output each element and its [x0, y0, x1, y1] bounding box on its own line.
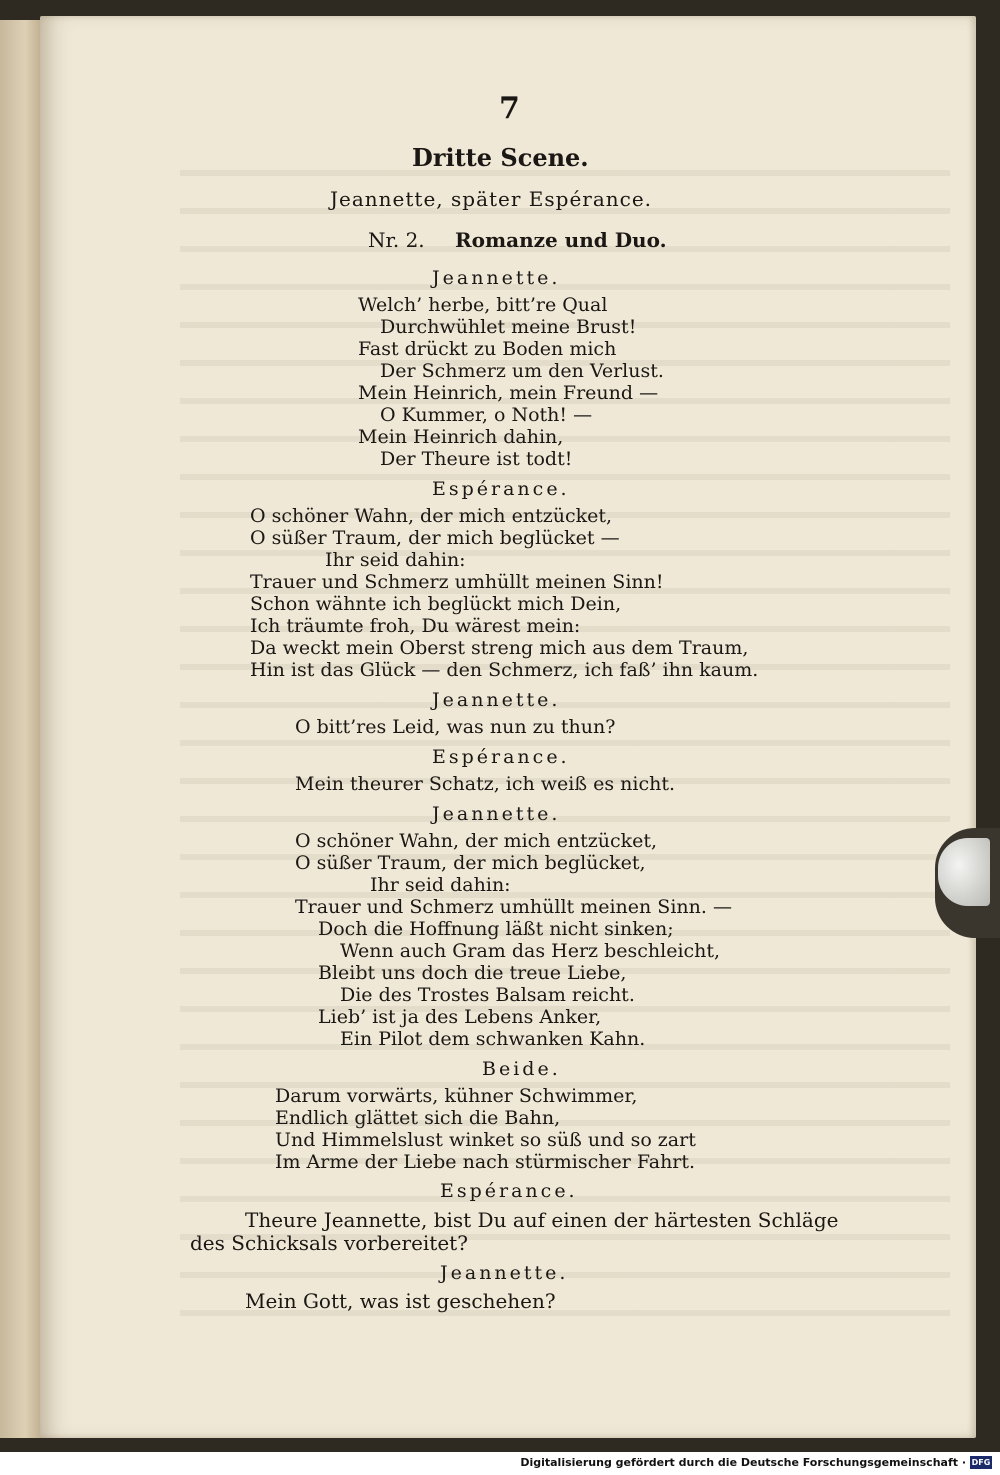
verse-line: Lieb’ ist ja des Lebens Anker, [318, 1006, 602, 1028]
verse-line: Trauer und Schmerz umhüllt meinen Sinn! [250, 571, 664, 593]
verse-line: Bleibt uns doch die treue Liebe, [318, 962, 627, 984]
speaker-label: Espérance. [432, 478, 570, 500]
verse-line: O bitt’res Leid, was nun zu thun? [295, 716, 616, 738]
verse-line: Darum vorwärts, kühner Schwimmer, [275, 1085, 638, 1107]
speaker-label: Espérance. [440, 1180, 578, 1202]
verse-line: Der Schmerz um den Verlust. [380, 360, 664, 382]
verse-line: Welch’ herbe, bitt’re Qual [358, 294, 608, 316]
verse-line: Die des Trostes Balsam reicht. [340, 984, 635, 1006]
verse-line: O schöner Wahn, der mich entzücket, [250, 505, 613, 527]
verse-line: Schon wähnte ich beglückt mich Dein, [250, 593, 622, 615]
page-clip [938, 838, 990, 906]
prose-line: Mein Gott, was ist geschehen? [245, 1289, 556, 1313]
verse-line: Wenn auch Gram das Herz beschleicht, [340, 940, 721, 962]
verse-line: Da weckt mein Oberst streng mich aus dem Traum, [250, 637, 749, 659]
page-number: 7 [499, 91, 520, 126]
number-title: Romanze und Duo. [455, 228, 667, 252]
prose-line: Theure Jeannette, bist Du auf einen der härtesten Schläge [245, 1208, 839, 1232]
verse-line: Mein Heinrich, mein Freund — [358, 382, 659, 404]
verse-line: Mein theurer Schatz, ich weiß es nicht. [295, 773, 676, 795]
verse-line: Ein Pilot dem schwanken Kahn. [340, 1028, 646, 1050]
verse-line: Ich träumte froh, Du wärest mein: [250, 615, 581, 637]
verse-line: Durchwühlet meine Brust! [380, 316, 637, 338]
speaker-label: Beide. [482, 1058, 561, 1080]
prose-line: des Schicksals vorbereitet? [190, 1231, 468, 1255]
verse-line: Und Himmelslust winket so süß und so zart [275, 1129, 696, 1151]
dfg-logo: DFG [971, 1458, 991, 1467]
number-label: Nr. 2. [368, 228, 425, 252]
scene-title: Dritte Scene. [412, 143, 589, 172]
verse-line: Fast drückt zu Boden mich [358, 338, 617, 360]
speaker-label: Espérance. [432, 746, 570, 768]
verse-line: Endlich glättet sich die Bahn, [275, 1107, 561, 1129]
verse-line: Hin ist das Glück — den Schmerz, ich faß’ ihn kaum. [250, 659, 759, 681]
funding-credit: Digitalisierung gefördert durch die Deutsche Forschungsgemeinschaft · [520, 1456, 966, 1469]
verse-line: Mein Heinrich dahin, [358, 426, 564, 448]
speaker-label: Jeannette. [440, 1262, 569, 1284]
verse-line: Der Theure ist todt! [380, 448, 573, 470]
verse-line: O Kummer, o Noth! — [380, 404, 593, 426]
verse-line: Ihr seid dahin: [370, 874, 511, 896]
verse-line: O schöner Wahn, der mich entzücket, [295, 830, 658, 852]
speaker-label: Jeannette. [432, 267, 561, 289]
verse-line: O süßer Traum, der mich beglücket, [295, 852, 646, 874]
verse-line: O süßer Traum, der mich beglücket — [250, 527, 620, 549]
verse-line: Trauer und Schmerz umhüllt meinen Sinn. — [295, 896, 732, 918]
verse-line: Ihr seid dahin: [325, 549, 466, 571]
verse-line: Im Arme der Liebe nach stürmischer Fahrt. [275, 1151, 696, 1173]
speaker-label: Jeannette. [432, 689, 561, 711]
facing-page-edge [0, 20, 42, 1438]
speaker-label: Jeannette. [432, 803, 561, 825]
characters-line: Jeannette, später Espérance. [330, 187, 653, 211]
verse-line: Doch die Hoffnung läßt nicht sinken; [318, 918, 674, 940]
